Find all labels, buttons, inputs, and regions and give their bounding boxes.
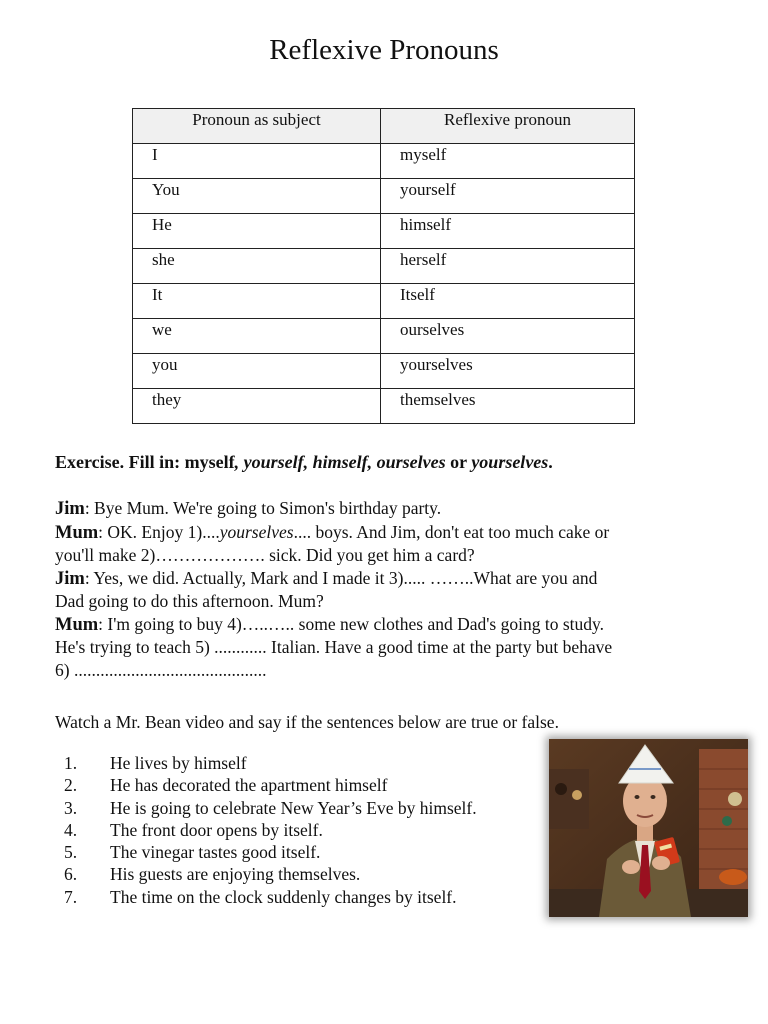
pronoun-table (132, 108, 635, 424)
dialogue-line: Jim: Bye Mum. We're going to Simon's birthday party. (55, 498, 442, 519)
reflexive-cell: myself (381, 144, 635, 179)
table-row (133, 144, 635, 179)
subject-cell: you (133, 354, 381, 389)
table-row (133, 179, 635, 214)
mr-bean-video-still (549, 739, 748, 917)
exercise-heading-period: . (548, 452, 553, 472)
example-answer: yourselves (219, 521, 294, 542)
speaker-jim: Jim (55, 568, 85, 589)
page-title: Reflexive Pronouns (269, 34, 499, 66)
subject-cell: I (133, 144, 381, 179)
speaker-mum: Mum (55, 614, 99, 635)
table-row (133, 354, 635, 389)
reflexive-cell: himself (381, 214, 635, 249)
subject-cell: You (133, 179, 381, 214)
dialogue-line: 6) ............................................ (55, 659, 267, 680)
subject-cell: we (133, 319, 381, 354)
dialogue (55, 497, 735, 681)
exercise-heading (55, 452, 553, 473)
list-item: 4. The front door opens by itself. (64, 819, 323, 840)
table-row (133, 214, 635, 249)
reflexive-cell: yourselves (381, 354, 635, 389)
dialogue-line: Jim: Yes, we did. Actually, Mark and I made it 3)..... ……..What are you and (55, 567, 598, 589)
list-item: 1. He lives by himself (64, 753, 247, 773)
reflexive-cell: themselves (381, 389, 635, 424)
exercise-heading-lead: Exercise. Fill in: myself (55, 452, 235, 472)
table-header-subject: Pronoun as subject (133, 109, 381, 144)
speaker-jim: Jim (55, 499, 85, 519)
table-row (133, 249, 635, 284)
list-item: 3. He is going to celebrate New Year’s Eve by himself. (64, 797, 477, 818)
table-row (133, 284, 635, 319)
subject-cell: It (133, 284, 381, 319)
dialogue-line: Dad going to do this afternoon. Mum? (55, 591, 324, 611)
list-item: 5. The vinegar tastes good itself. (64, 842, 321, 863)
reflexive-cell: herself (381, 249, 635, 284)
table-row (133, 389, 635, 424)
reflexive-cell: yourself (381, 179, 635, 214)
list-item: 7. The time on the clock suddenly changes by itself. (64, 886, 457, 907)
subject-cell: they (133, 389, 381, 424)
list-item: 2. He has decorated the apartment himself (64, 775, 388, 796)
table-row (133, 319, 635, 354)
video-still-illustration (549, 739, 748, 917)
reflexive-cell: ourselves (381, 319, 635, 354)
dialogue-line: Mum: OK. Enjoy 1)....yourselves.... boys. And Jim, don't eat too much cake or (55, 521, 610, 543)
dialogue-line: you'll make 2)………………. sick. Did you get him a card? (55, 545, 475, 565)
subject-cell: He (133, 214, 381, 249)
statement-list (55, 752, 477, 908)
speaker-mum: Mum (55, 522, 99, 543)
list-item: 6. His guests are enjoying themselves. (64, 864, 361, 885)
dialogue-line: Mum: I'm going to buy 4)…..….. some new clothes and Dad's going to study. (55, 613, 604, 635)
dialogue-line: He's trying to teach 5) ............ Italian. Have a good time at the party but behave (55, 637, 613, 657)
video-instruction: Watch a Mr. Bean video and say if the sentences below are true or false. (55, 712, 559, 732)
exercise-heading-or: or (445, 452, 472, 472)
exercise-heading-options: , yourself, himself, ourselves (234, 452, 446, 472)
exercise-heading-last-option: yourselves (471, 452, 549, 472)
reflexive-cell: Itself (381, 284, 635, 319)
table-header-reflexive: Reflexive pronoun (381, 109, 635, 144)
table-header-row (133, 109, 635, 144)
subject-cell: she (133, 249, 381, 284)
